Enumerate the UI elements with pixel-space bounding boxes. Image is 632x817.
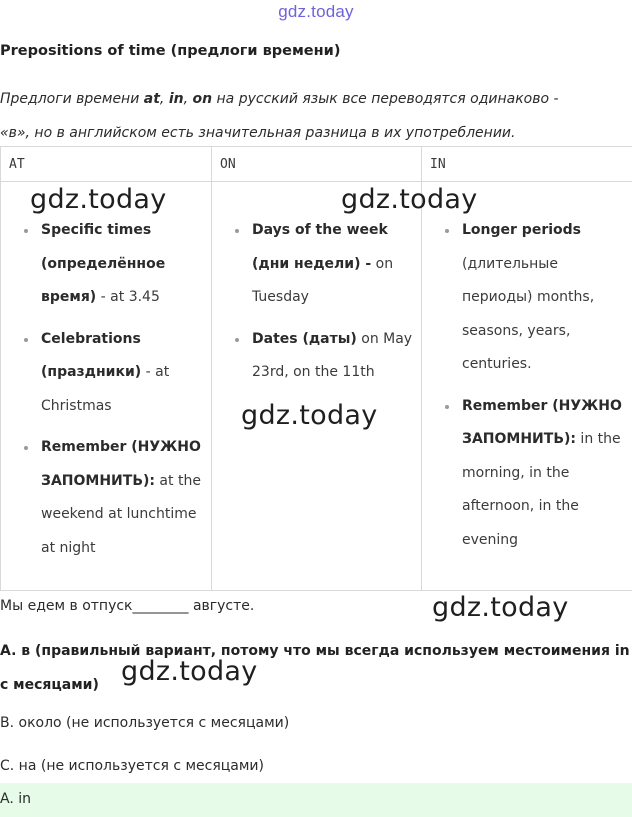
- item-text: in the morning, in the afternoon, in the evening: [462, 431, 621, 548]
- item-text: (длительные периоды) months, seasons, years, centuries.: [462, 255, 595, 372]
- header-in: IN: [422, 147, 632, 182]
- intro-at: at: [143, 91, 160, 107]
- item-bold: Celebrations (праздники): [41, 330, 142, 380]
- item-text: - at Christmas: [41, 364, 170, 414]
- item-text: on Tuesday: [252, 255, 394, 305]
- question-text: Мы едем в отпуск________ августе.: [0, 598, 255, 614]
- list-item: [41, 431, 211, 565]
- item-bold: Days of the week (дни недели) -: [252, 222, 388, 272]
- item-bold: Dates (даты): [252, 330, 357, 347]
- intro-sep1: ,: [159, 91, 169, 107]
- item-bold: Specific times (определённое время): [41, 222, 166, 305]
- item-bold: Longer periods: [462, 222, 581, 238]
- column-on: [212, 182, 422, 591]
- item-bold: Remember (НУЖНО ЗАПОМНИТЬ):: [41, 439, 201, 489]
- answer-box: [0, 783, 632, 817]
- item-text: - at 3.45: [96, 289, 160, 305]
- intro-line2: «в», но в английском есть значительная разница в их употреблении.: [0, 125, 516, 141]
- option-b: B. около (не используется с месяцами): [0, 715, 290, 731]
- list-item: [252, 323, 421, 390]
- intro-in: in: [168, 91, 184, 107]
- list-item: [462, 390, 632, 558]
- watermark: gdz.today: [241, 400, 378, 431]
- answer-text: A. in: [0, 791, 31, 807]
- item-text: at the weekend at lunchtime at night: [41, 472, 201, 556]
- site-logo[interactable]: gdz.today: [278, 2, 354, 21]
- item-bold: Remember (НУЖНО ЗАПОМНИТЬ):: [462, 397, 622, 447]
- list-item: [41, 323, 211, 424]
- watermark: gdz.today: [30, 184, 167, 215]
- intro-paragraph: [0, 82, 628, 150]
- page-title: Prepositions of time (предлоги времени): [0, 43, 341, 59]
- list-item: [252, 214, 421, 315]
- intro-rest: на русский язык все переводятся одинаково -: [212, 91, 559, 107]
- column-in: [422, 182, 632, 591]
- item-text: on May 23rd, on the 11th: [252, 330, 413, 380]
- watermark: gdz.today: [341, 184, 478, 215]
- intro-sep2: ,: [183, 91, 193, 107]
- list-item: [41, 214, 211, 315]
- column-at: [1, 182, 212, 591]
- option-c: C. на (не используется с месяцами): [0, 758, 264, 774]
- header-on: ON: [212, 147, 422, 182]
- intro-on: on: [192, 91, 213, 107]
- watermark: gdz.today: [121, 656, 258, 687]
- header-at: AT: [1, 147, 212, 182]
- intro-prefix: Предлоги времени: [0, 91, 144, 107]
- option-a: A. в (правильный вариант, потому что мы всегда используем местоимения in с месяцами): [0, 643, 630, 693]
- watermark: gdz.today: [432, 592, 569, 623]
- list-item: [462, 214, 632, 382]
